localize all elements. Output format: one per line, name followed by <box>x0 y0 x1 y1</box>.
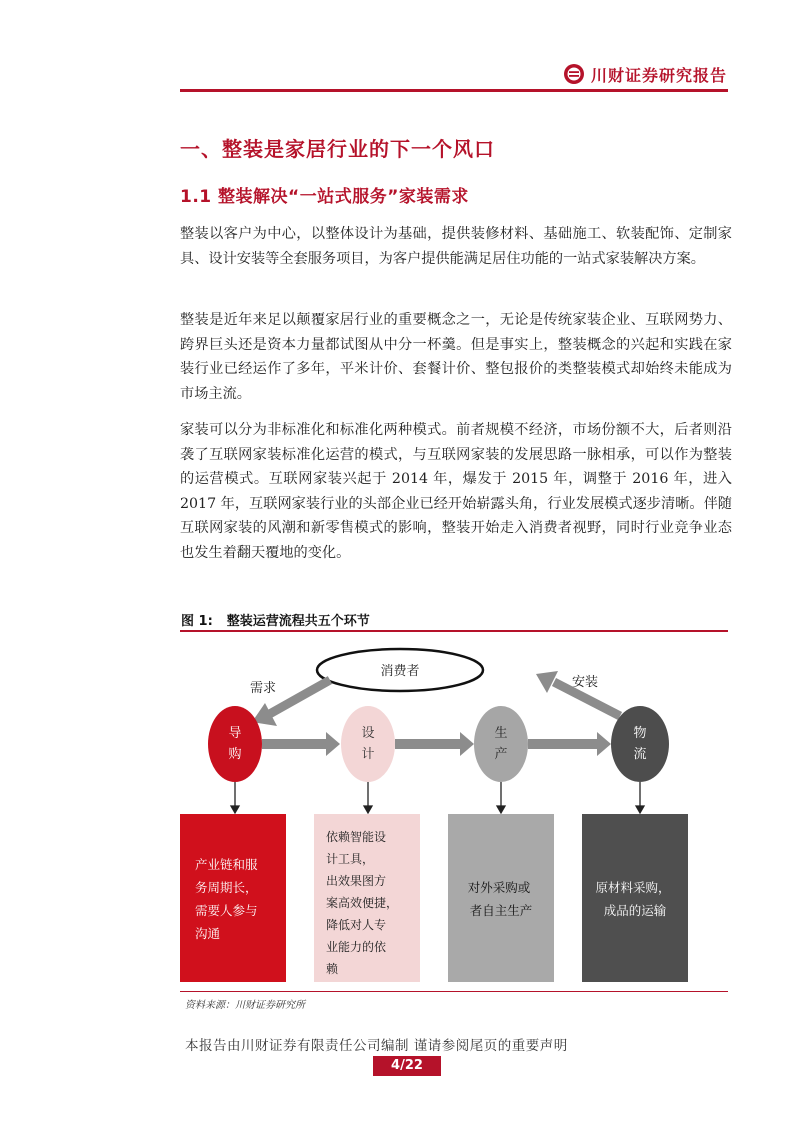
flow-arrow-3-shaft <box>528 739 597 749</box>
connector-4-head <box>636 806 644 813</box>
stage-guide-line1: 导 <box>228 726 242 741</box>
figure-source: 资料来源：川财证券研究所 <box>185 1000 305 1011</box>
desc-box-logistics <box>582 814 688 982</box>
desc-text-design: 依赖智能设 计工具， 出效果图方 案高效便捷， 降低对人专 业能力的依 赖 <box>326 830 399 976</box>
desc-text-production: 对外采购或 者自主生产 <box>467 880 533 918</box>
stage-circle-guide <box>208 706 262 782</box>
connector-3-head <box>497 806 505 813</box>
brand-name: 川财证券研究报告 <box>591 65 728 85</box>
stage-design-line1: 设 <box>361 726 375 741</box>
stage-circle-production <box>474 706 528 782</box>
desc-box-production <box>448 814 554 982</box>
stage-circle-logistics <box>611 706 669 782</box>
section-heading: 一、整装是家居行业的下一个风口 <box>180 137 495 161</box>
flow-arrow-1-head <box>326 732 340 756</box>
subsection-heading: 1.1 整装解决“一站式服务”家装需求 <box>180 187 469 207</box>
stage-production-line1: 生 <box>494 726 508 741</box>
stage-logistics-line2: 流 <box>633 747 647 762</box>
figure-divider <box>180 630 728 632</box>
install-label: 安装 <box>572 675 599 690</box>
flow-arrow-2-shaft <box>395 739 460 749</box>
demand-label: 需求 <box>250 681 277 696</box>
stage-logistics-line1: 物 <box>633 726 647 741</box>
figure-title: 整装运营流程共五个环节 <box>226 614 370 629</box>
header-divider <box>180 89 728 92</box>
stage-production-line2: 产 <box>494 747 508 762</box>
stage-guide-line2: 购 <box>228 747 242 762</box>
stage-circle-design <box>341 706 395 782</box>
brand-logo-icon <box>563 63 585 85</box>
desc-text-logistics: 原材料采购， 成品的运输 <box>595 880 671 918</box>
brand-header <box>563 62 727 86</box>
figure-label: 图 1: <box>181 614 213 629</box>
footer-disclaimer: 本报告由川财证券有限责任公司编制 谨请参阅尾页的重要声明 <box>185 1038 568 1054</box>
figure-caption <box>181 610 370 629</box>
stage-design-line2: 计 <box>361 747 375 762</box>
connector-2-head <box>364 806 372 813</box>
consumer-label: 消费者 <box>380 664 420 679</box>
source-divider <box>180 991 728 992</box>
flow-arrow-2-head <box>460 732 474 756</box>
process-diagram <box>180 636 728 986</box>
flow-arrow-1-shaft <box>262 739 326 749</box>
desc-text-guide: 产业链和服 务周期长， 需要人参与 沟通 <box>195 857 258 941</box>
paragraph-2: 整装是近年来足以颠覆家居行业的重要概念之一，无论是传统家装企业、互联网势力、跨界巨头还是资本力量都试图从中分一杯羹。但是事实上，整装概念的兴起和实践在家装行业已经运作了多年，平米计价、套餐计价、整包报价的类整装模式却始终未能成为市场主流。 <box>180 312 732 402</box>
desc-box-guide <box>180 814 286 982</box>
flow-arrow-3-head <box>597 732 611 756</box>
paragraph-3: 家装可以分为非标准化和标准化两种模式。前者规模不经济，市场份额不大，后者则沿袭了互联网家装标准化运营的模式，与互联网家装的发展思路一脉相承，可以作为整装的运营模式。互联网家装兴起于 2014 年，爆发于 2015 年，调整于 2016 年，进入 2017 年，互联网家装行业的头部企业已经开始崭露头角，行业发展模式逐步清晰。伴随互联网家装的风潮和新零售模式的影响，整装开始走入消费者视野，同时行业竞争业态也发生着翻天覆地的变化。 <box>180 422 732 561</box>
connector-1-head <box>231 806 239 813</box>
page-number: 4/22 <box>373 1056 441 1076</box>
paragraph-1: 整装以客户为中心，以整体设计为基础，提供装修材料、基础施工、软装配饰、定制家具、设计安装等全套服务项目，为客户提供能满足居住功能的一站式家装解决方案。 <box>180 226 732 267</box>
